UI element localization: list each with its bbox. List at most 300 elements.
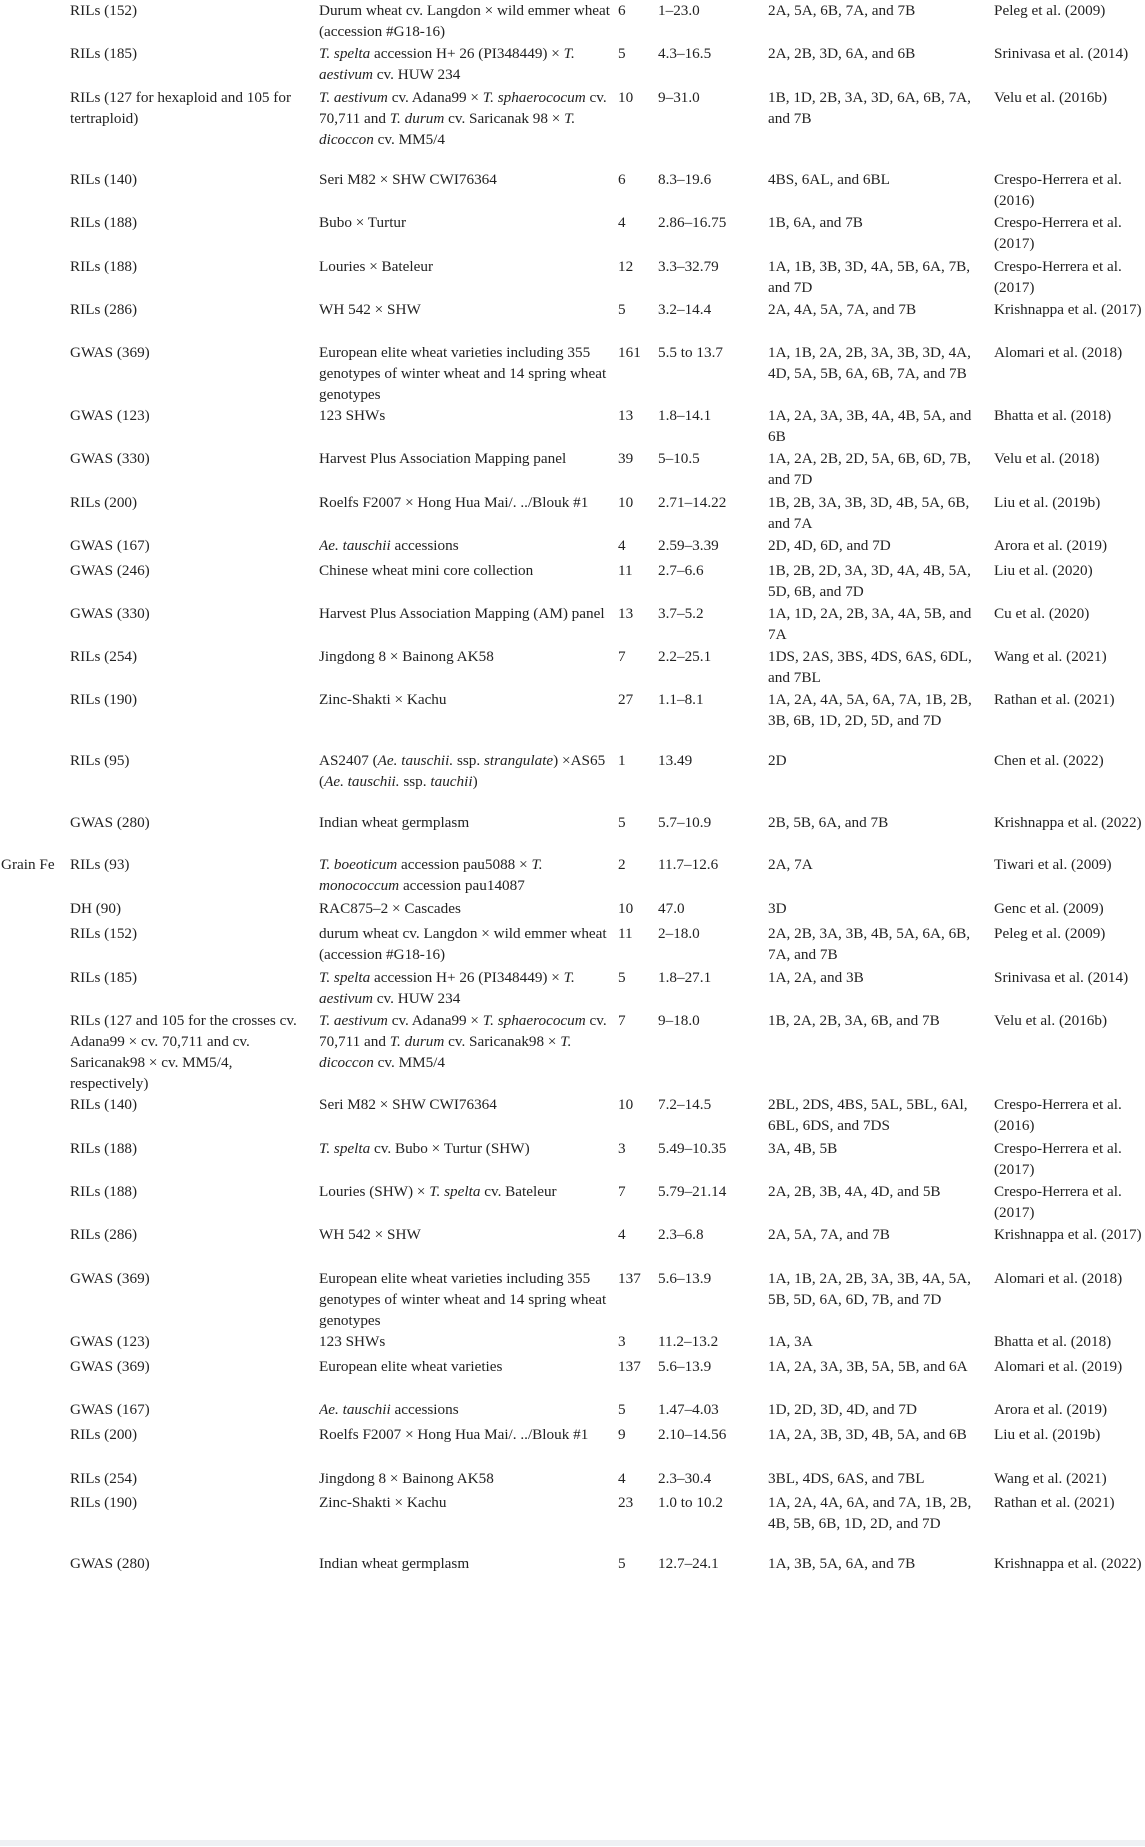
reference-cell: Rathan et al. (2021): [994, 691, 1115, 708]
cross-text-italic: T. aestivum: [319, 1012, 388, 1029]
cross-text: ): [472, 773, 478, 790]
pve-cell: 4.3–16.5: [658, 45, 712, 62]
pve-cell: 2.2–25.1: [658, 648, 712, 665]
cross-cell: [319, 854, 618, 898]
cross-text: Bubo × Turtur: [319, 214, 407, 231]
cross-text: Louries (SHW) ×: [319, 1183, 430, 1200]
cross-cell: [319, 43, 618, 87]
reference-cell: Wang et al. (2021): [994, 648, 1107, 665]
trait-cell: [0, 492, 70, 535]
cross-text-italic: T. boeoticum: [319, 856, 398, 873]
chromosome-cell: 1B, 2A, 2B, 3A, 6B, and 7B: [768, 1012, 940, 1029]
reference-cell: Srinivasa et al. (2014): [994, 45, 1129, 62]
cross-text-italic: T. aestivum: [319, 969, 575, 1007]
qtl-count-cell: 13: [618, 407, 634, 424]
qtl-count-cell: 7: [618, 1183, 626, 1200]
reference-cell: Velu et al. (2016b): [994, 1012, 1108, 1029]
cross-text: Jingdong 8 × Bainong AK58: [319, 1470, 494, 1487]
table-row: [0, 898, 1145, 923]
chromosome-cell: 2A, 2B, 3B, 4A, 4D, and 5B: [768, 1183, 941, 1200]
qtl-count-cell: 11: [618, 562, 633, 579]
population-cell: GWAS (246): [70, 562, 150, 579]
cross-text: ssp.: [453, 752, 484, 769]
pve-cell: 5.49–10.35: [658, 1140, 727, 1157]
cross-cell: [319, 87, 618, 169]
cross-text: WH 542 × SHW: [319, 301, 421, 318]
population-cell: RILs (254): [70, 648, 138, 665]
pve-cell: 2.86–16.75: [658, 214, 727, 231]
population-cell: RILs (127 and 105 for the crosses cv. Adana99 × cv. 70,711 and cv. Saricanak98 × cv. MM5/4, respectively): [70, 1012, 297, 1092]
cross-text: cv. Adana99 ×: [387, 1012, 483, 1029]
table-row: [0, 0, 1145, 43]
trait-cell: [0, 43, 70, 87]
population-cell: RILs (190): [70, 1494, 138, 1511]
table-row: [0, 812, 1145, 854]
qtl-count-cell: 6: [618, 171, 626, 188]
chromosome-cell: 2B, 5B, 6A, and 7B: [768, 814, 889, 831]
pve-cell: 2.7–6.6: [658, 562, 704, 579]
chromosome-cell: 1B, 2B, 3A, 3B, 3D, 4B, 5A, 6B, and 7A: [768, 494, 970, 532]
trait-cell: [0, 1356, 70, 1399]
reference-cell: Crespo-Herrera et al. (2016): [994, 171, 1122, 209]
qtl-count-cell: 3: [618, 1140, 626, 1157]
table-row: [0, 1094, 1145, 1138]
cross-text: Indian wheat germplasm: [319, 1555, 470, 1572]
cross-text: European elite wheat varieties: [319, 1358, 503, 1375]
pve-cell: 7.2–14.5: [658, 1096, 712, 1113]
reference-cell: Genc et al. (2009): [994, 900, 1104, 917]
qtl-count-cell: 161: [618, 344, 641, 361]
cross-cell: [319, 1356, 618, 1399]
population-cell: RILs (188): [70, 1183, 138, 1200]
cross-text: cv. HUW 234: [373, 990, 461, 1007]
qtl-count-cell: 10: [618, 1096, 634, 1113]
trait-cell: [0, 898, 70, 923]
cross-cell: [319, 342, 618, 405]
cross-cell: [319, 1468, 618, 1492]
population-cell: RILs (254): [70, 1470, 138, 1487]
pve-cell: 5.6–13.9: [658, 1358, 712, 1375]
table-row: [0, 646, 1145, 689]
trait-cell: [0, 1468, 70, 1492]
reference-cell: Liu et al. (2019b): [994, 494, 1101, 511]
cross-text: cv. Saricanak 98 ×: [444, 110, 565, 127]
cross-text: accessions: [390, 1401, 459, 1418]
population-cell: RILs (286): [70, 1226, 138, 1243]
trait-cell: [0, 967, 70, 1010]
qtl-count-cell: 5: [618, 814, 626, 831]
trait-cell: [0, 448, 70, 492]
table-row: [0, 1010, 1145, 1094]
trait-cell: [0, 750, 70, 812]
reference-cell: Bhatta et al. (2018): [994, 1333, 1112, 1350]
reference-cell: Crespo-Herrera et al. (2016): [994, 1096, 1122, 1134]
cross-text: WH 542 × SHW: [319, 1226, 421, 1243]
reference-cell: Velu et al. (2016b): [994, 89, 1108, 106]
cross-text-italic: Ae. tauschii: [319, 1401, 391, 1418]
trait-cell: [0, 1268, 70, 1331]
trait-cell: [0, 1010, 70, 1094]
population-cell: RILs (152): [70, 2, 138, 19]
cross-text: accession H+ 26 (PI348449) ×: [370, 45, 564, 62]
table-row: [0, 1138, 1145, 1181]
pve-cell: 2.10–14.56: [658, 1426, 727, 1443]
reference-cell: Alomari et al. (2018): [994, 344, 1123, 361]
qtl-count-cell: 5: [618, 969, 626, 986]
reference-cell: Krishnappa et al. (2022): [994, 1555, 1142, 1572]
reference-cell: Crespo-Herrera et al. (2017): [994, 258, 1122, 296]
cross-text-italic: T. aestivum: [319, 89, 388, 106]
qtl-count-cell: 4: [618, 1226, 626, 1243]
population-cell: RILs (140): [70, 1096, 138, 1113]
cross-cell: [319, 1492, 618, 1553]
cross-text-italic: tauchii: [430, 773, 473, 790]
trait-cell: [0, 1553, 70, 1593]
trait-cell: [0, 1331, 70, 1356]
population-cell: RILs (188): [70, 214, 138, 231]
pve-cell: 5.79–21.14: [658, 1183, 727, 1200]
table-row: [0, 256, 1145, 299]
pve-cell: 5.7–10.9: [658, 814, 712, 831]
pve-cell: 9–18.0: [658, 1012, 700, 1029]
cross-cell: [319, 492, 618, 535]
pve-cell: 2.59–3.39: [658, 537, 719, 554]
table-row: [0, 1331, 1145, 1356]
trait-cell: [0, 812, 70, 854]
pve-cell: 13.49: [658, 752, 693, 769]
qtl-count-cell: 7: [618, 648, 626, 665]
population-cell: RILs (188): [70, 258, 138, 275]
qtl-count-cell: 5: [618, 1401, 626, 1418]
table-row: [0, 1181, 1145, 1224]
cross-cell: [319, 560, 618, 603]
chromosome-cell: 1A, 1B, 2A, 2B, 3A, 3B, 3D, 4A, 4D, 5A, 5B, 6A, 6B, 7A, and 7B: [768, 344, 971, 382]
cross-text: cv. 70,711 and: [319, 1012, 607, 1050]
qtl-count-cell: 11: [618, 925, 633, 942]
trait-cell: [0, 560, 70, 603]
chromosome-cell: 2BL, 2DS, 4BS, 5AL, 5BL, 6Al, 6BL, 6DS, and 7DS: [768, 1096, 968, 1134]
chromosome-cell: 2A, 7A: [768, 856, 813, 873]
chromosome-cell: 1A, 3B, 5A, 6A, and 7B: [768, 1555, 916, 1572]
cross-cell: [319, 299, 618, 342]
population-cell: GWAS (123): [70, 1333, 150, 1350]
cross-text: Indian wheat germplasm: [319, 814, 470, 831]
cross-text: 123 SHWs: [319, 407, 386, 424]
cross-cell: [319, 0, 618, 43]
cross-text-italic: Ae. tauschii.: [377, 752, 454, 769]
cross-cell: [319, 1331, 618, 1356]
population-cell: RILs (152): [70, 925, 138, 942]
population-cell: GWAS (280): [70, 814, 150, 831]
trait-cell: [0, 256, 70, 299]
trait-cell: [0, 342, 70, 405]
table-row: [0, 43, 1145, 87]
cross-text-italic: T. dicoccon: [319, 1033, 572, 1071]
chromosome-cell: 2A, 2B, 3A, 3B, 4B, 5A, 6A, 6B, 7A, and 7B: [768, 925, 971, 963]
pve-cell: 3.7–5.2: [658, 605, 704, 622]
trait-cell: Grain Fe: [1, 856, 55, 873]
cross-cell: [319, 923, 618, 967]
population-cell: RILs (95): [70, 752, 130, 769]
cross-text: cv. MM5/4: [373, 1054, 445, 1071]
cross-text: AS2407 (: [319, 752, 378, 769]
reference-cell: Arora et al. (2019): [994, 1401, 1108, 1418]
table-row: [0, 492, 1145, 535]
cross-text: accession H+ 26 (PI348449) ×: [370, 969, 564, 986]
cross-text: cv. MM5/4: [373, 131, 445, 148]
chromosome-cell: 1A, 3A: [768, 1333, 813, 1350]
cross-text-italic: T. aestivum: [319, 45, 575, 83]
reference-cell: Alomari et al. (2018): [994, 1270, 1123, 1287]
chromosome-cell: 1A, 1B, 2A, 2B, 3A, 3B, 4A, 5A, 5B, 5D, 6A, 6D, 7B, and 7D: [768, 1270, 971, 1308]
reference-cell: Cu et al. (2020): [994, 605, 1090, 622]
qtl-count-cell: 4: [618, 537, 626, 554]
table-row: [0, 87, 1145, 169]
pve-cell: 3.2–14.4: [658, 301, 712, 318]
cross-cell: [319, 448, 618, 492]
qtl-count-cell: 4: [618, 1470, 626, 1487]
pve-cell: 2.71–14.22: [658, 494, 727, 511]
reference-cell: Liu et al. (2020): [994, 562, 1093, 579]
table-row: [0, 1468, 1145, 1492]
reference-cell: Chen et al. (2022): [994, 752, 1104, 769]
chromosome-cell: 1B, 1D, 2B, 3A, 3D, 6A, 6B, 7A, and 7B: [768, 89, 971, 127]
cross-text: Harvest Plus Association Mapping panel: [319, 450, 567, 467]
qtl-count-cell: 7: [618, 1012, 626, 1029]
cross-cell: [319, 256, 618, 299]
table-row: [0, 1224, 1145, 1268]
pve-cell: 2.3–6.8: [658, 1226, 704, 1243]
table-row: [0, 448, 1145, 492]
pve-cell: 5–10.5: [658, 450, 700, 467]
reference-cell: Srinivasa et al. (2014): [994, 969, 1129, 986]
chromosome-cell: 2A, 5A, 7A, and 7B: [768, 1226, 890, 1243]
chromosome-cell: 1A, 1B, 3B, 3D, 4A, 5B, 6A, 7B, and 7D: [768, 258, 971, 296]
chromosome-cell: 2A, 2B, 3D, 6A, and 6B: [768, 45, 916, 62]
reference-cell: Rathan et al. (2021): [994, 1494, 1115, 1511]
table-row: [0, 1553, 1145, 1593]
pve-cell: 1.0 to 10.2: [658, 1494, 723, 1511]
cross-text: Roelfs F2007 × Hong Hua Mai/. ../Blouk #1: [319, 1426, 589, 1443]
cross-cell: [319, 1424, 618, 1468]
population-cell: RILs (140): [70, 171, 138, 188]
chromosome-cell: 3BL, 4DS, 6AS, and 7BL: [768, 1470, 925, 1487]
reference-cell: Crespo-Herrera et al. (2017): [994, 214, 1122, 252]
cross-cell: [319, 405, 618, 448]
trait-cell: [0, 1138, 70, 1181]
cross-text-italic: strangulate: [483, 752, 554, 769]
pve-cell: 5.5 to 13.7: [658, 344, 723, 361]
qtl-count-cell: 5: [618, 301, 626, 318]
reference-cell: Peleg et al. (2009): [994, 925, 1106, 942]
chromosome-cell: 1A, 2A, 2B, 2D, 5A, 6B, 6D, 7B, and 7D: [768, 450, 971, 488]
trait-cell: [0, 405, 70, 448]
trait-cell: [0, 603, 70, 646]
population-cell: GWAS (369): [70, 344, 150, 361]
cross-text: cv. Saricanak98 ×: [444, 1033, 561, 1050]
cross-text: cv. Bubo × Turtur (SHW): [370, 1140, 530, 1157]
pve-cell: 8.3–19.6: [658, 171, 712, 188]
table-row: [0, 299, 1145, 342]
cross-text: Chinese wheat mini core collection: [319, 562, 534, 579]
cross-cell: [319, 689, 618, 750]
population-cell: RILs (200): [70, 494, 138, 511]
table-row: [0, 923, 1145, 967]
chromosome-cell: 4BS, 6AL, and 6BL: [768, 171, 890, 188]
pve-cell: 9–31.0: [658, 89, 700, 106]
table-row: [0, 169, 1145, 212]
table-row: [0, 750, 1145, 812]
cross-text: Seri M82 × SHW CWI76364: [319, 171, 497, 188]
cross-cell: [319, 1010, 618, 1094]
reference-cell: Crespo-Herrera et al. (2017): [994, 1183, 1122, 1221]
pve-cell: 1.47–4.03: [658, 1401, 719, 1418]
cross-text-italic: Ae. tauschii.: [324, 773, 400, 790]
pve-cell: 1.1–8.1: [658, 691, 704, 708]
cross-cell: [319, 1094, 618, 1138]
reference-cell: Bhatta et al. (2018): [994, 407, 1112, 424]
population-cell: GWAS (369): [70, 1270, 150, 1287]
pve-cell: 5.6–13.9: [658, 1270, 712, 1287]
reference-cell: Crespo-Herrera et al. (2017): [994, 1140, 1122, 1178]
population-cell: GWAS (123): [70, 407, 150, 424]
cross-cell: [319, 1268, 618, 1331]
chromosome-cell: 1B, 6A, and 7B: [768, 214, 863, 231]
cross-text: Durum wheat cv. Langdon × wild emmer wheat (accession #G18-16): [319, 2, 610, 40]
table-row: [0, 1492, 1145, 1553]
cross-text: cv. HUW 234: [373, 66, 461, 83]
qtl-count-cell: 10: [618, 900, 634, 917]
population-cell: RILs (188): [70, 1140, 138, 1157]
table-row: [0, 967, 1145, 1010]
cross-text: European elite wheat varieties including 355 genotypes of winter wheat and 14 spring wheat genotypes: [319, 1270, 607, 1329]
chromosome-cell: 3A, 4B, 5B: [768, 1140, 838, 1157]
trait-cell: [0, 212, 70, 256]
qtl-count-cell: 6: [618, 2, 626, 19]
chromosome-cell: 2D, 4D, 6D, and 7D: [768, 537, 891, 554]
table-row: [0, 603, 1145, 646]
cross-cell: [319, 812, 618, 854]
trait-cell: [0, 535, 70, 560]
cross-text: Roelfs F2007 × Hong Hua Mai/. ../Blouk #1: [319, 494, 589, 511]
cross-cell: [319, 1224, 618, 1268]
cross-text: cv. Bateleur: [480, 1183, 557, 1200]
chromosome-cell: 2A, 5A, 6B, 7A, and 7B: [768, 2, 916, 19]
table-row: [0, 405, 1145, 448]
chromosome-cell: 1A, 2A, 3A, 3B, 5A, 5B, and 6A: [768, 1358, 968, 1375]
chromosome-cell: 1A, 1D, 2A, 2B, 3A, 4A, 5B, and 7A: [768, 605, 972, 643]
trait-cell: [0, 1424, 70, 1468]
chromosome-cell: 1A, 2A, 4A, 5A, 6A, 7A, 1B, 2B, 3B, 6B, 1D, 2D, 5D, and 7D: [768, 691, 972, 729]
cross-text: accession pau5088 ×: [397, 856, 532, 873]
population-cell: RILs (190): [70, 691, 138, 708]
cross-text-italic: T. spelta: [319, 45, 371, 62]
trait-cell: [0, 1094, 70, 1138]
pve-cell: 2–18.0: [658, 925, 700, 942]
pve-cell: 1–23.0: [658, 2, 700, 19]
trait-cell: [0, 169, 70, 212]
cross-cell: [319, 1138, 618, 1181]
trait-cell: [0, 299, 70, 342]
qtl-count-cell: 5: [618, 1555, 626, 1572]
qtl-count-cell: 137: [618, 1270, 641, 1287]
cross-cell: [319, 646, 618, 689]
table-bottom-rule: [0, 1840, 1145, 1846]
pve-cell: 1.8–27.1: [658, 969, 712, 986]
qtl-count-cell: 10: [618, 89, 634, 106]
reference-cell: Krishnappa et al. (2017): [994, 301, 1142, 318]
qtl-count-cell: 13: [618, 605, 634, 622]
population-cell: RILs (93): [70, 856, 130, 873]
trait-cell: [0, 87, 70, 169]
reference-cell: Alomari et al. (2019): [994, 1358, 1123, 1375]
population-cell: RILs (185): [70, 45, 138, 62]
pve-cell: 11.7–12.6: [658, 856, 719, 873]
cross-text-italic: T. spelta: [429, 1183, 481, 1200]
cross-text: accessions: [390, 537, 459, 554]
chromosome-cell: 2A, 4A, 5A, 7A, and 7B: [768, 301, 917, 318]
trait-cell: [0, 1492, 70, 1553]
cross-text: ) ×AS65 (: [319, 752, 606, 790]
cross-cell: [319, 898, 618, 923]
qtl-count-cell: 27: [618, 691, 634, 708]
cross-cell: [319, 212, 618, 256]
chromosome-cell: 1A, 2A, 3A, 3B, 4A, 4B, 5A, and 6B: [768, 407, 972, 445]
table-row: [0, 560, 1145, 603]
table-row: [0, 212, 1145, 256]
trait-cell: [0, 689, 70, 750]
qtl-count-cell: 2: [618, 856, 626, 873]
trait-cell: [0, 0, 70, 43]
trait-cell: [0, 1399, 70, 1424]
cross-text-italic: T. durum: [389, 1033, 445, 1050]
reference-cell: Velu et al. (2018): [994, 450, 1100, 467]
table-row: [0, 1268, 1145, 1331]
cross-text: accession pau14087: [399, 877, 525, 894]
cross-cell: [319, 1553, 618, 1593]
table-row: [0, 1424, 1145, 1468]
cross-text-italic: T. spelta: [319, 969, 371, 986]
cross-text: 123 SHWs: [319, 1333, 386, 1350]
cross-text: Jingdong 8 × Bainong AK58: [319, 648, 494, 665]
pve-cell: 11.2–13.2: [658, 1333, 719, 1350]
table-row: [0, 854, 1145, 898]
table-row: [0, 1356, 1145, 1399]
cross-text: Zinc-Shakti × Kachu: [319, 691, 447, 708]
cross-text-italic: Ae. tauschii: [319, 537, 391, 554]
population-cell: RILs (127 for hexaploid and 105 for tertraploid): [70, 89, 292, 127]
cross-text: cv. Adana99 ×: [387, 89, 483, 106]
pve-cell: 12.7–24.1: [658, 1555, 719, 1572]
cross-text-italic: T. spelta: [319, 1140, 371, 1157]
qtl-count-cell: 39: [618, 450, 634, 467]
chromosome-cell: 1A, 2A, 3B, 3D, 4B, 5A, and 6B: [768, 1426, 967, 1443]
qtl-count-cell: 23: [618, 1494, 634, 1511]
pve-cell: 47.0: [658, 900, 685, 917]
chromosome-cell: 1A, 2A, and 3B: [768, 969, 864, 986]
population-cell: GWAS (369): [70, 1358, 150, 1375]
population-cell: GWAS (167): [70, 1401, 150, 1418]
cross-text-italic: T. monococcum: [319, 856, 543, 894]
qtl-count-cell: 9: [618, 1426, 626, 1443]
reference-cell: Wang et al. (2021): [994, 1470, 1107, 1487]
population-cell: GWAS (330): [70, 450, 150, 467]
trait-cell: [0, 646, 70, 689]
cross-cell: [319, 1181, 618, 1224]
trait-cell: [0, 923, 70, 967]
pve-cell: 1.8–14.1: [658, 407, 712, 424]
table-row: [0, 342, 1145, 405]
